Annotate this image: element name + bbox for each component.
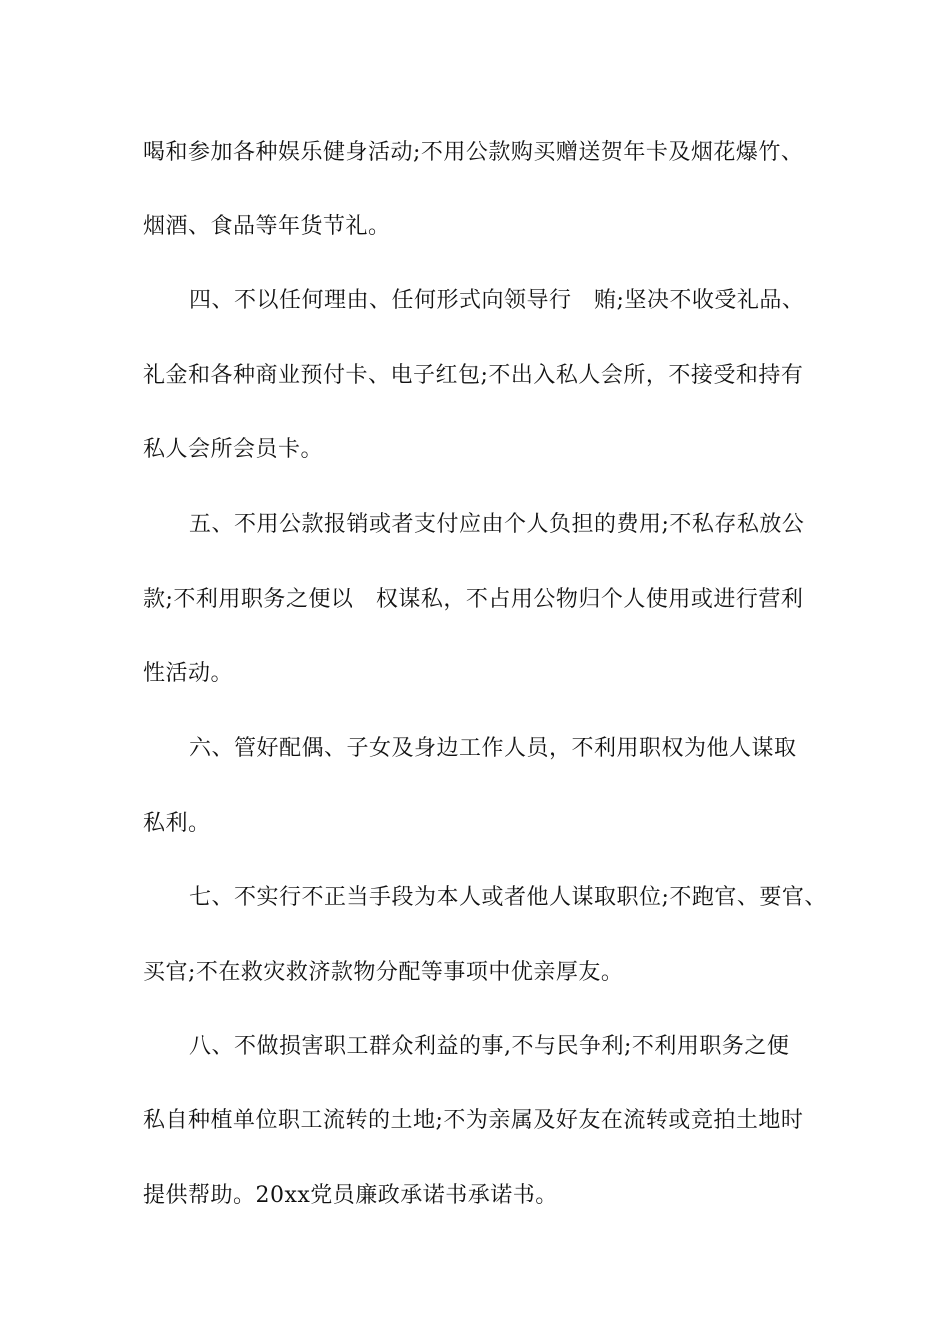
paragraph-8-start: 八、不做损害职工群众利益的事,不与民争利;不利用职务之便 [189,1034,790,1059]
text-line: 礼金和各种商业预付卡、电子红包;不出入私人会所，不接受和持有 [143,363,804,388]
text-line: 款;不利用职务之便以 权谋私，不占用公物归个人使用或进行营利 [143,587,804,612]
text-line: 喝和参加各种娱乐健身活动;不用公款购买赠送贺年卡及烟花爆竹、 [143,140,804,165]
paragraph-5-start: 五、不用公款报销或者支付应由个人负担的费用;不私存私放公 [189,512,805,537]
text-line: 提供帮助。20xx党员廉政承诺书承诺书。 [143,1183,558,1208]
paragraph-7-start: 七、不实行不正当手段为本人或者他人谋取职位;不跑官、要官、 [189,885,827,910]
paragraph-6-start: 六、管好配偶、子女及身边工作人员，不利用职权为他人谋取 [189,736,797,761]
text-line: 私人会所会员卡。 [143,437,324,462]
text-line: 私自种植单位职工流转的土地;不为亲属及好友在流转或竞拍土地时 [143,1108,804,1133]
text-line: 买官;不在救灾救济款物分配等事项中优亲厚友。 [143,960,624,985]
text-line: 性活动。 [143,661,234,686]
paragraph-4-start: 四、不以任何理由、任何形式向领导行 贿;坚决不收受礼品、 [189,288,805,313]
text-line: 私利。 [143,811,211,836]
text-line: 烟酒、食品等年货节礼。 [143,214,391,239]
